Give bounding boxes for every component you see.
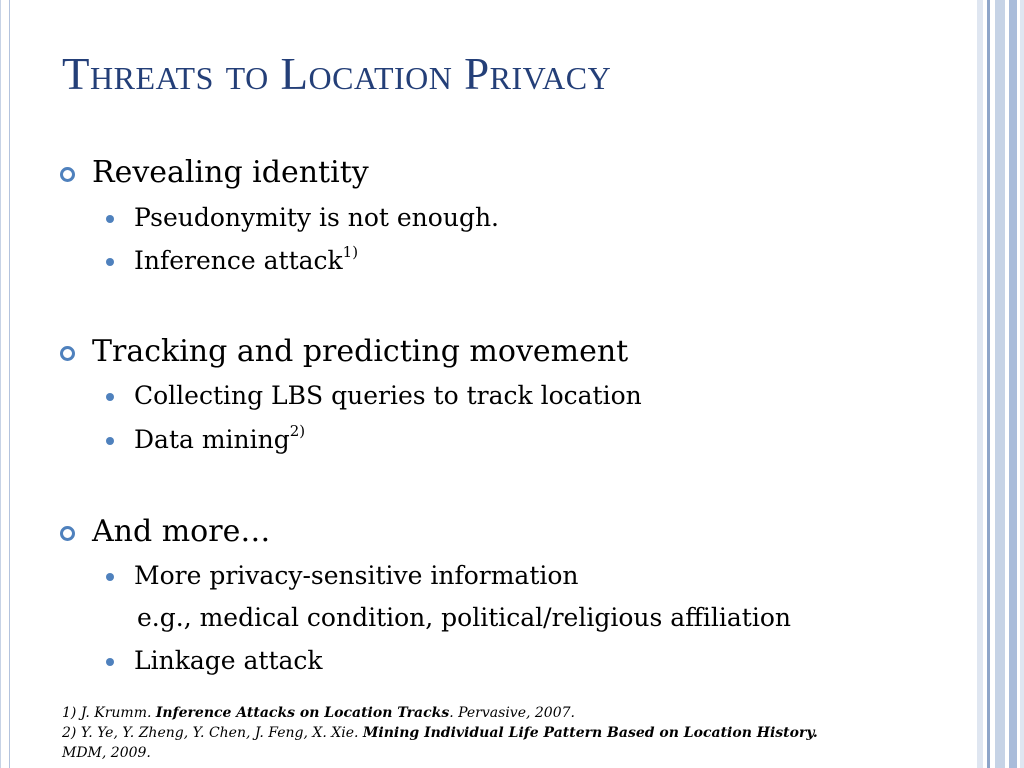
- dot-bullet-icon: [106, 215, 114, 223]
- ring-bullet-icon: [60, 526, 75, 541]
- reference-2-continued: MDM, 2009.: [62, 745, 151, 761]
- reference-1: 1) J. Krumm. Inference Attacks on Location Tracks. Pervasive, 2007.: [62, 705, 575, 721]
- slide-title: Threats to Location Privacy: [62, 49, 612, 99]
- dot-bullet-icon: [106, 573, 114, 581]
- dot-bullet-icon: [106, 437, 114, 445]
- bullet-label: Tracking and predicting movement: [92, 334, 629, 369]
- references: [62, 703, 818, 763]
- slide-frame-right: [977, 0, 1024, 768]
- dot-bullet-icon: [106, 658, 114, 666]
- subbullet-label: Data mining: [134, 425, 290, 454]
- subbullet-label: Linkage attack: [134, 646, 323, 675]
- ring-bullet-icon: [60, 167, 75, 182]
- dot-bullet-icon: [106, 393, 114, 401]
- reference-2: 2) Y. Ye, Y. Zheng, Y. Chen, J. Feng, X. Xie. Mining Individual Life Pattern Based on Location History.: [62, 725, 818, 741]
- dot-bullet-icon: [106, 258, 114, 266]
- bullet-label: And more…: [92, 514, 271, 549]
- subbullet-label: Pseudonymity is not enough.: [134, 203, 499, 232]
- subbullet-label: More privacy-sensitive information: [134, 561, 579, 590]
- subbullet-label: Inference attack: [134, 246, 343, 275]
- subbullet-continuation: e.g., medical condition, political/religious affiliation: [137, 603, 792, 632]
- footnote-marker: 1): [342, 243, 359, 261]
- footnote-marker: 2): [289, 422, 306, 440]
- slide-frame-left: [0, 0, 10, 768]
- ring-bullet-icon: [60, 346, 75, 361]
- bullet-label: Revealing identity: [92, 155, 369, 190]
- subbullet-label: Collecting LBS queries to track location: [134, 381, 642, 410]
